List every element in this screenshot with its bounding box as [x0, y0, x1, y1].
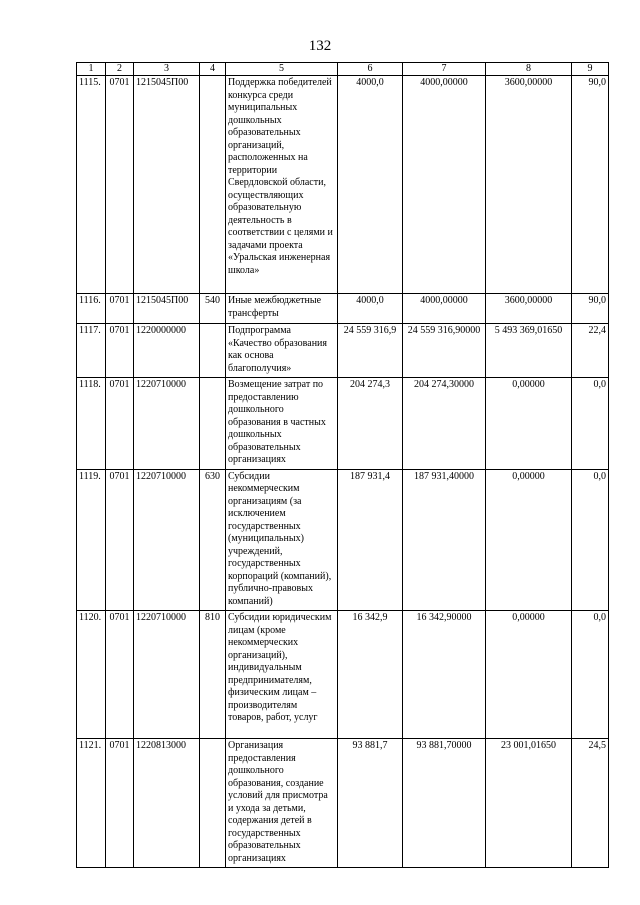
executed-amount: 3600,00000 — [486, 294, 572, 324]
item-name: Субсидии юридическим лицам (кроме некоммерческих организаций), индивидуальным предпринимателям, физическим лицам – производителям товаров, работ, услуг — [226, 611, 338, 739]
plan-amount: 4000,0 — [338, 294, 403, 324]
expense-type: 540 — [200, 294, 226, 324]
section-code: 0701 — [106, 611, 134, 739]
section-code: 0701 — [106, 324, 134, 378]
executed-amount: 0,00000 — [486, 469, 572, 611]
execution-percent: 0,0 — [572, 469, 609, 611]
expense-type: 810 — [200, 611, 226, 739]
row-number: 1121. — [77, 739, 106, 868]
plan-amount: 16 342,9 — [338, 611, 403, 739]
table-row — [77, 76, 609, 294]
executed-amount: 5 493 369,01650 — [486, 324, 572, 378]
table-row — [77, 324, 609, 378]
header-cell: 8 — [486, 63, 572, 76]
target-code: 1220813000 — [134, 739, 200, 868]
expense-type — [200, 378, 226, 470]
target-code: 1215045П00 — [134, 76, 200, 294]
header-cell: 4 — [200, 63, 226, 76]
execution-percent: 90,0 — [572, 294, 609, 324]
table-row — [77, 611, 609, 739]
target-code: 1220710000 — [134, 611, 200, 739]
executed-amount: 0,00000 — [486, 378, 572, 470]
row-number: 1115. — [77, 76, 106, 294]
header-cell: 7 — [403, 63, 486, 76]
header-cell: 5 — [226, 63, 338, 76]
row-number: 1118. — [77, 378, 106, 470]
execution-percent: 24,5 — [572, 739, 609, 868]
table-row — [77, 469, 609, 611]
target-code: 1220710000 — [134, 469, 200, 611]
expense-type — [200, 739, 226, 868]
execution-percent: 0,0 — [572, 378, 609, 470]
plan-amount: 187 931,4 — [338, 469, 403, 611]
section-code: 0701 — [106, 294, 134, 324]
header-row — [77, 63, 609, 76]
header-cell: 3 — [134, 63, 200, 76]
header-cell: 2 — [106, 63, 134, 76]
header-cell: 9 — [572, 63, 609, 76]
section-code: 0701 — [106, 739, 134, 868]
table-row — [77, 294, 609, 324]
approved-amount: 4000,00000 — [403, 76, 486, 294]
row-number: 1120. — [77, 611, 106, 739]
executed-amount: 0,00000 — [486, 611, 572, 739]
page-number: 132 — [308, 38, 332, 54]
section-code: 0701 — [106, 76, 134, 294]
executed-amount: 23 001,01650 — [486, 739, 572, 868]
item-name: Организация предоставления дошкольного образования, создание условий для присмотра и ухода за детьми, содержания детей в государственных образовательных организациях — [226, 739, 338, 868]
header-cell: 6 — [338, 63, 403, 76]
item-name: Иные межбюджетные трансферты — [226, 294, 338, 324]
item-name: Возмещение затрат по предоставлению дошкольного образования в частных дошкольных образовательных организациях — [226, 378, 338, 470]
table-row — [77, 378, 609, 470]
target-code: 1215045П00 — [134, 294, 200, 324]
expense-type: 630 — [200, 469, 226, 611]
approved-amount: 16 342,90000 — [403, 611, 486, 739]
budget-table — [76, 62, 609, 868]
item-name: Субсидии некоммерческим организациям (за исключением государственных (муниципальных) учреждений, государственных корпораций (компаний), публично-правовых компаний) — [226, 469, 338, 611]
target-code: 1220000000 — [134, 324, 200, 378]
plan-amount: 24 559 316,9 — [338, 324, 403, 378]
header-cell: 1 — [77, 63, 106, 76]
plan-amount: 4000,0 — [338, 76, 403, 294]
execution-percent: 0,0 — [572, 611, 609, 739]
approved-amount: 24 559 316,90000 — [403, 324, 486, 378]
execution-percent: 22,4 — [572, 324, 609, 378]
section-code: 0701 — [106, 378, 134, 470]
row-number: 1119. — [77, 469, 106, 611]
row-number: 1116. — [77, 294, 106, 324]
approved-amount: 4000,00000 — [403, 294, 486, 324]
expense-type — [200, 324, 226, 378]
approved-amount: 93 881,70000 — [403, 739, 486, 868]
row-number: 1117. — [77, 324, 106, 378]
plan-amount: 93 881,7 — [338, 739, 403, 868]
plan-amount: 204 274,3 — [338, 378, 403, 470]
table-row — [77, 739, 609, 868]
approved-amount: 204 274,30000 — [403, 378, 486, 470]
approved-amount: 187 931,40000 — [403, 469, 486, 611]
section-code: 0701 — [106, 469, 134, 611]
executed-amount: 3600,00000 — [486, 76, 572, 294]
expense-type — [200, 76, 226, 294]
execution-percent: 90,0 — [572, 76, 609, 294]
item-name: Подпрограмма «Качество образования как основа благополучия» — [226, 324, 338, 378]
target-code: 1220710000 — [134, 378, 200, 470]
item-name: Поддержка победителей конкурса среди муниципальных дошкольных образовательных организаций, расположенных на территории Свердловской области, осуществляющих образовательную деятельность в соответствии с целями и задачами проекта «Уральская инженерная школа» — [226, 76, 338, 294]
